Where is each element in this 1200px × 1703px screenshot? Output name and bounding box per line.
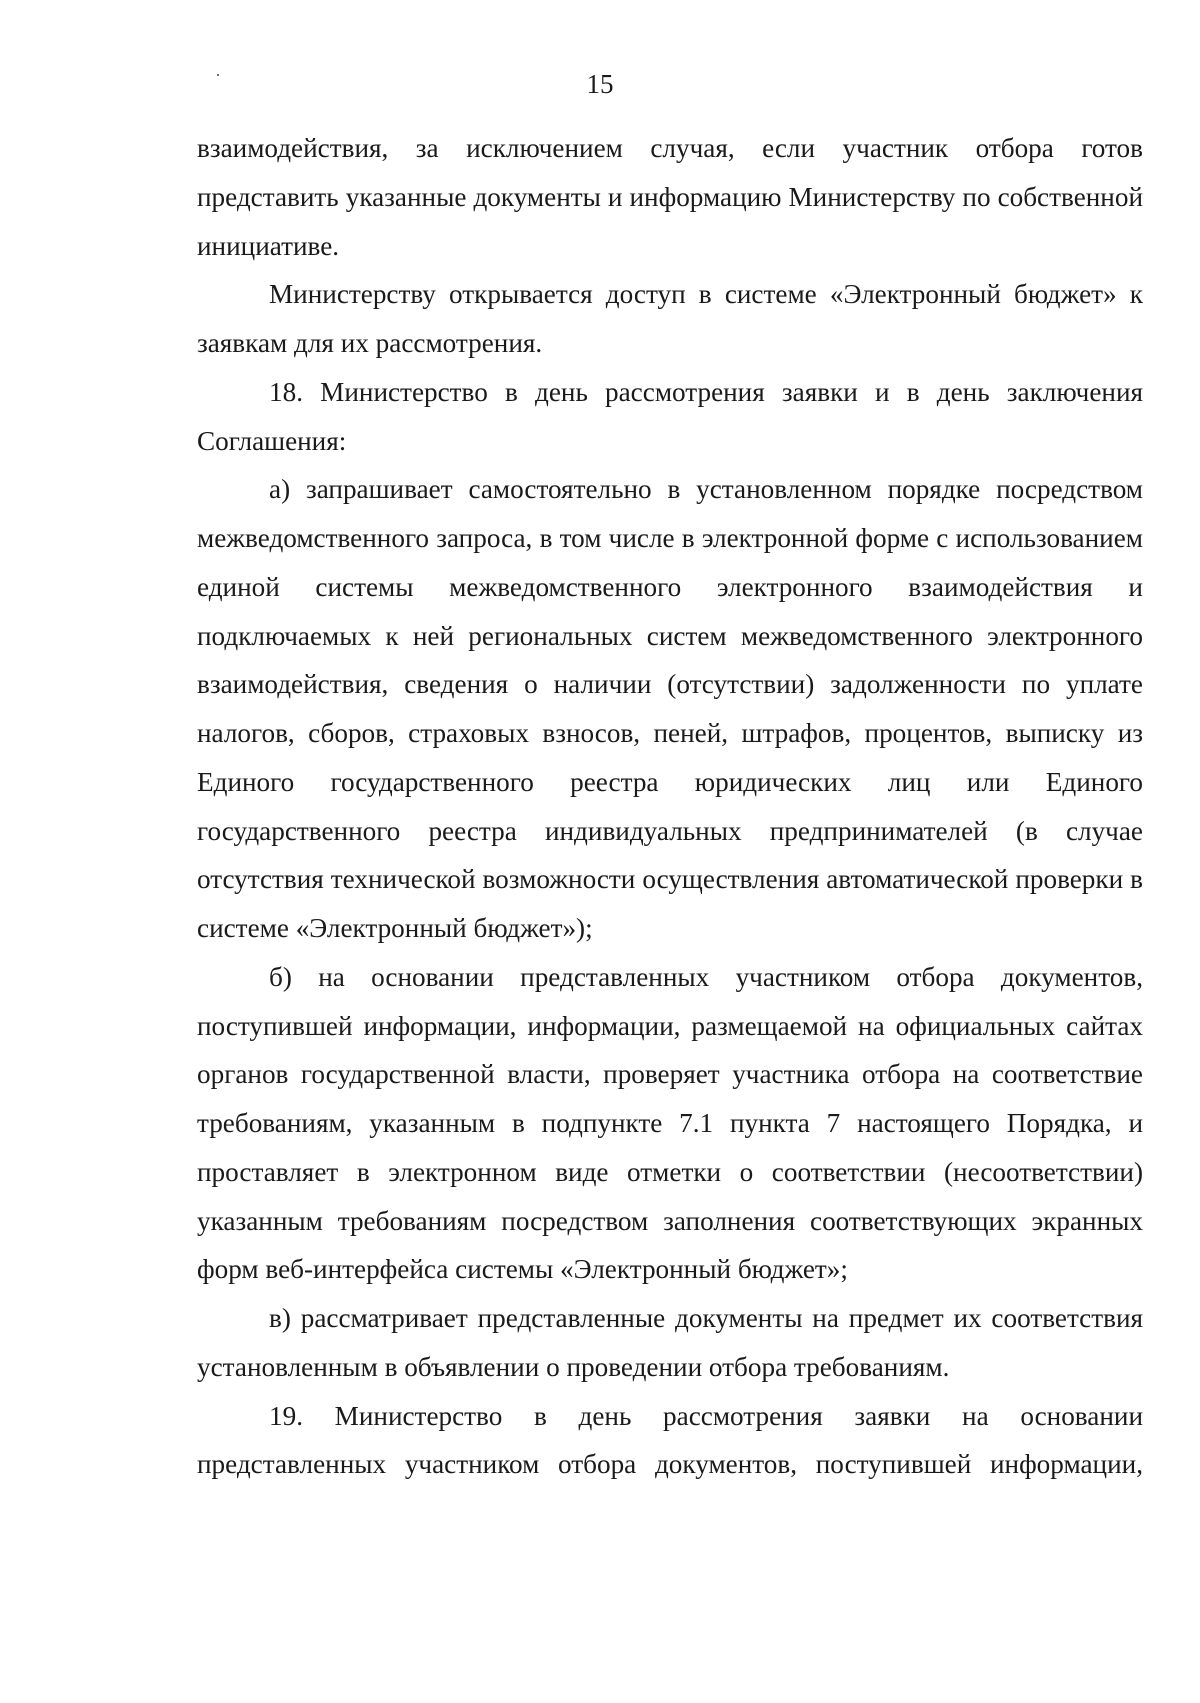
paragraph-subitem-b: б) на основании представленных участником отбора документов, поступившей информации, информации, размещаемой на официальных сайтах органов государственной власти, проверяет участника отбора на соответствие требованиям, указанным в подпункте 7.1 пункта 7 настоящего Порядка, и проставляет в электронном виде отметки о соответствии (несоответствии) указанным требованиям посредством заполнения соответствующих экранных форм веб-интерфейса системы «Электронный бюджет»;	[197, 961, 1143, 1285]
paragraph-subitem-v: в) рассматривает представленные документы на предмет их соответствия установленным в объявлении о проведении отбора требованиям.	[197, 1303, 1143, 1382]
paragraph-subitem-a: а) запрашивает самостоятельно в установленном порядке посредством межведомственного запроса, в том числе в электронной форме с использованием единой системы межведомственного электронного взаимодействия и подключаемых к ней региональных систем межведомственного электронного взаимодействия, сведения о наличии (отсутствии) задолженности по уплате налогов, сборов, страховых взносов, пеней, штрафов, процентов, выписку из Единого государственного реестра юридических лиц или Единого государственного реестра индивидуальных предпринимателей (в случае отсутствия технической возможности осуществления автоматической проверки в системе «Электронный бюджет»);	[197, 474, 1143, 943]
paragraph-item-19: 19. Министерство в день рассмотрения заявки на основании представленных участником отбора документов, поступившей информации,	[197, 1400, 1143, 1480]
document-body	[197, 124, 1143, 1489]
paragraph-continuation: взаимодействия, за исключением случая, если участник отбора готов представить указанные документы и информацию Министерству по собственной инициативе.	[197, 133, 1143, 261]
page-number: 15	[586, 69, 614, 99]
paragraph-system-access: Министерству открывается доступ в системе «Электронный бюджет» к заявкам для их рассмотрения.	[197, 279, 1143, 358]
paragraph-item-18: 18. Министерство в день рассмотрения заявки и в день заключения Соглашения:	[197, 376, 1143, 456]
